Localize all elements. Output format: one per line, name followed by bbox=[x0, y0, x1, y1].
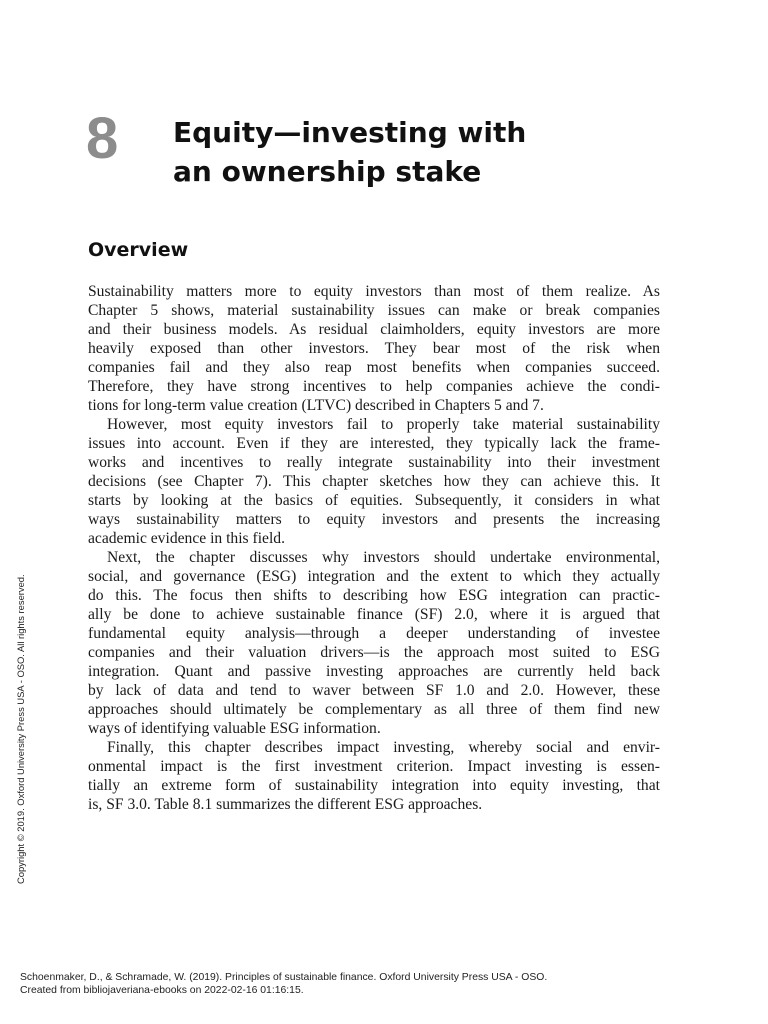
citation-text: Schoenmaker, D., & Schramade, W. (2019). Principles of sustainable finance. Oxford University Press USA - OSO. bbox=[20, 972, 548, 983]
section-heading: Overview bbox=[88, 239, 189, 261]
text-line: ways of identifying valuable ESG information. bbox=[88, 720, 381, 737]
text-line: Finally, this chapter describes impact investing, whereby social and envir- bbox=[107, 739, 660, 756]
chapter-title-line: Equity—investing with bbox=[173, 116, 527, 149]
text-line: is, SF 3.0. Table 8.1 summarizes the different ESG approaches. bbox=[88, 796, 483, 813]
text-line: Next, the chapter discusses why investors should undertake environmental, bbox=[107, 549, 660, 566]
text-line: onmental impact is the first investment criterion. Impact investing is essen- bbox=[88, 758, 660, 775]
paragraph-2 bbox=[88, 415, 660, 548]
body-text bbox=[88, 282, 660, 814]
text-line: Therefore, they have strong incentives to help companies achieve the condi- bbox=[88, 378, 660, 395]
paragraph-3 bbox=[88, 548, 660, 738]
text-line: starts by looking at the basics of equities. Subsequently, it considers in what bbox=[88, 492, 660, 509]
text-line: works and incentives to really integrate sustainability into their investment bbox=[88, 454, 660, 471]
text-line: fundamental equity analysis—through a deeper understanding of investee bbox=[88, 625, 660, 642]
text-line: Chapter 5 shows, material sustainability issues can make or break companies bbox=[88, 302, 660, 319]
chapter-number: 8 bbox=[86, 106, 119, 171]
paragraph-4 bbox=[88, 738, 660, 814]
text-line: ways sustainability matters to equity investors and presents the increasing bbox=[88, 511, 660, 528]
text-line: issues into account. Even if they are interested, they typically lack the frame- bbox=[88, 435, 660, 452]
chapter-title bbox=[173, 113, 526, 191]
text-line: approaches should ultimately be complementary as all three of them find new bbox=[88, 701, 660, 718]
text-line: Sustainability matters more to equity investors than most of them realize. As bbox=[88, 283, 660, 300]
text-line: academic evidence in this field. bbox=[88, 530, 286, 547]
text-line: social, and governance (ESG) integration and the extent to which they actually bbox=[88, 568, 660, 585]
text-line: tions for long-term value creation (LTVC) described in Chapters 5 and 7. bbox=[88, 397, 544, 414]
text-line: by lack of data and tend to waver between SF 1.0 and 2.0. However, these bbox=[88, 682, 660, 699]
text-line: heavily exposed than other investors. They bear most of the risk when bbox=[88, 340, 660, 357]
text-line: tially an extreme form of sustainability integration into equity investing, that bbox=[88, 777, 660, 794]
created-from-text: Created from bibliojaveriana-ebooks on 2022-02-16 01:16:15. bbox=[20, 985, 304, 996]
text-line: ally be done to achieve sustainable finance (SF) 2.0, where it is argued that bbox=[88, 606, 660, 623]
text-line: However, most equity investors fail to properly take material sustainability bbox=[107, 416, 660, 433]
text-line: companies fail and they also reap most benefits when companies succeed. bbox=[88, 359, 660, 376]
page-footer bbox=[20, 971, 547, 997]
paragraph-1 bbox=[88, 282, 660, 415]
text-line: companies and their valuation drivers—is the approach most suited to ESG bbox=[88, 644, 660, 661]
text-line: integration. Quant and passive investing approaches are currently held back bbox=[88, 663, 660, 680]
text-line: decisions (see Chapter 7). This chapter sketches how they can achieve this. It bbox=[88, 473, 660, 490]
chapter-title-line: an ownership stake bbox=[173, 155, 482, 188]
copyright-notice: Copyright © 2019. Oxford University Press USA - OSO. All rights reserved. bbox=[15, 574, 26, 884]
text-line: do this. The focus then shifts to describing how ESG integration can practic- bbox=[88, 587, 660, 604]
text-line: and their business models. As residual claimholders, equity investors are more bbox=[88, 321, 660, 338]
